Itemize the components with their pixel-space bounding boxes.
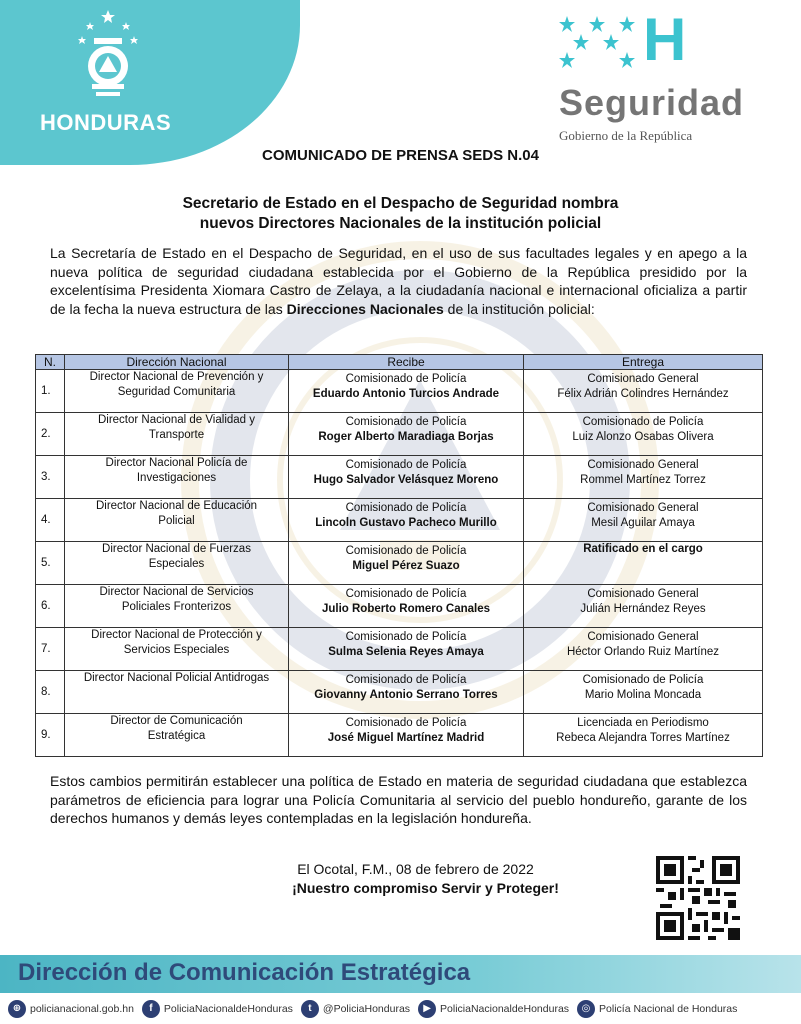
table-row: [36, 413, 763, 456]
direccion-cell: Director Nacional de Protección y Servicios Especiales: [65, 628, 289, 671]
recibe-cell: Comisionado de Policía Eduardo Antonio Turcios Andrade: [289, 370, 524, 413]
honduras-badge: [0, 0, 300, 165]
honduras-coat-of-arms-icon: [76, 8, 140, 108]
entrega-cell: Comisionado de Policía Luiz Alonzo Osabas Olivera: [524, 413, 763, 456]
social-link-web[interactable]: [8, 1000, 134, 1018]
recibe-cell: Comisionado de Policía Hugo Salvador Velásquez Moreno: [289, 456, 524, 499]
web-icon: ⊕: [8, 1000, 26, 1018]
brand-word: Seguridad: [559, 82, 745, 123]
social-link-facebook[interactable]: [142, 1000, 293, 1018]
direccion-cell: Director Nacional de Vialidad y Transporte: [65, 413, 289, 456]
social-links-bar: [0, 993, 801, 1024]
row-number: 5.: [36, 542, 65, 585]
brand-subtitle: Gobierno de la República: [559, 128, 693, 143]
intro-paragraph: [50, 244, 747, 318]
twitter-icon: t: [301, 1000, 319, 1018]
entrega-cell: Comisionado General Félix Adrián Colindres Hernández: [524, 370, 763, 413]
recibe-cell: Comisionado de Policía José Miguel Martínez Madrid: [289, 714, 524, 757]
recibe-cell: Comisionado de Policía Lincoln Gustavo Pacheco Murillo: [289, 499, 524, 542]
direccion-cell: Director de Comunicación Estratégica: [65, 714, 289, 757]
entrega-cell: Comisionado General Rommel Martínez Torrez: [524, 456, 763, 499]
place-date: El Ocotal, F.M., 08 de febrero de 2022: [297, 861, 534, 877]
col-header-recibe: Recibe: [289, 355, 524, 370]
recibe-cell: Comisionado de Policía Julio Roberto Romero Canales: [289, 585, 524, 628]
entrega-cell: Comisionado General Julián Hernández Reyes: [524, 585, 763, 628]
social-label: Policía Nacional de Honduras: [599, 1002, 738, 1015]
recibe-cell: Comisionado de Policía Sulma Selenia Reyes Amaya: [289, 628, 524, 671]
intro-text-bold: Direcciones Nacionales: [286, 300, 444, 317]
social-label: PoliciaNacionaldeHonduras: [440, 1002, 570, 1015]
entrega-cell: Comisionado General Héctor Orlando Ruiz Martínez: [524, 628, 763, 671]
direccion-cell: Director Nacional de Prevención y Seguridad Comunitaria: [65, 370, 289, 413]
table-row: [36, 542, 763, 585]
social-label: policianacional.gob.hn: [30, 1002, 134, 1015]
social-link-instagram[interactable]: [577, 1000, 737, 1018]
col-header-direccion: Dirección Nacional: [65, 355, 289, 370]
entrega-cell: Licenciada en Periodismo Rebeca Alejandra Torres Martínez: [524, 714, 763, 757]
recibe-cell: Comisionado de Policía Giovanny Antonio Serrano Torres: [289, 671, 524, 714]
row-number: 9.: [36, 714, 65, 757]
row-number: 2.: [36, 413, 65, 456]
table-row: [36, 370, 763, 413]
recibe-cell: Comisionado de Policía Miguel Pérez Suazo: [289, 542, 524, 585]
table-row: [36, 585, 763, 628]
headline-line-2: nuevos Directores Nacionales de la institución policial: [199, 215, 602, 232]
table-row: [36, 671, 763, 714]
brand-letter: H: [643, 6, 687, 73]
row-number: 6.: [36, 585, 65, 628]
directors-table: [35, 354, 763, 757]
communique-label: COMUNICADO DE PRENSA SEDS N.04: [262, 147, 539, 164]
entrega-cell: Comisionado de Policía Mario Molina Moncada: [524, 671, 763, 714]
closing-paragraph: Estos cambios permitirán establecer una política de Estado en materia de seguridad ciudadana que establezca parámetros de eficiencia para lograr una Policía Comunitaria al servicio del pueblo hondureño, garante de los derechos humanos y demás leyes contempladas en la legislación hondureña.: [50, 773, 747, 826]
social-link-youtube[interactable]: [418, 1000, 569, 1018]
col-header-entrega: Entrega: [524, 355, 763, 370]
social-link-twitter[interactable]: [301, 1000, 410, 1018]
row-number: 1.: [36, 370, 65, 413]
footer-title: Dirección de Comunicación Estratégica: [18, 959, 471, 986]
instagram-icon: ◎: [577, 1000, 595, 1018]
intro-text-start: La Secretaría de Estado en el Despacho de Seguridad, en el uso de sus facultades legales y en apego a la nueva política de seguridad ciudadana establecida por el Gobierno de la República presidido por la excelentísima Presidenta Xiomara Castro de Zelaya, a la ciudadanía nacional e internacional oficializa a partir de la fecha la nueva estructura de las: [50, 245, 747, 317]
col-header-number: N.: [36, 355, 65, 370]
entrega-cell: Ratificado en el cargo: [524, 542, 763, 585]
youtube-icon: ▶: [418, 1000, 436, 1018]
direccion-cell: Director Nacional de Educación Policial: [65, 499, 289, 542]
facebook-icon: f: [142, 1000, 160, 1018]
table-header-row: [36, 355, 763, 370]
table-row: [36, 628, 763, 671]
table-row: [36, 456, 763, 499]
slogan: ¡Nuestro compromiso Servir y Proteger!: [292, 880, 559, 896]
table-row: [36, 499, 763, 542]
row-number: 8.: [36, 671, 65, 714]
direccion-cell: Director Nacional de Fuerzas Especiales: [65, 542, 289, 585]
direccion-cell: Director Nacional Policía de Investigaciones: [65, 456, 289, 499]
headline-line-1: Secretario de Estado en el Despacho de Seguridad nombra: [182, 195, 619, 212]
row-number: 7.: [36, 628, 65, 671]
headline: [0, 194, 801, 234]
direccion-cell: Director Nacional de Servicios Policiales Fronterizos: [65, 585, 289, 628]
direccion-cell: Director Nacional Policial Antidrogas: [65, 671, 289, 714]
recibe-cell: Comisionado de Policía Roger Alberto Maradiaga Borjas: [289, 413, 524, 456]
social-label: PoliciaNacionaldeHonduras: [163, 1002, 293, 1015]
table-row: [36, 714, 763, 757]
row-number: 4.: [36, 499, 65, 542]
intro-text-end: de la institución policial:: [443, 300, 595, 317]
seguridad-logo: [559, 6, 789, 150]
qr-code-icon[interactable]: [656, 856, 740, 940]
social-label: @PoliciaHonduras: [322, 1002, 411, 1015]
country-name: HONDURAS: [40, 110, 172, 135]
row-number: 3.: [36, 456, 65, 499]
entrega-cell: Comisionado General Mesil Aguilar Amaya: [524, 499, 763, 542]
stars-icon: [559, 16, 637, 70]
